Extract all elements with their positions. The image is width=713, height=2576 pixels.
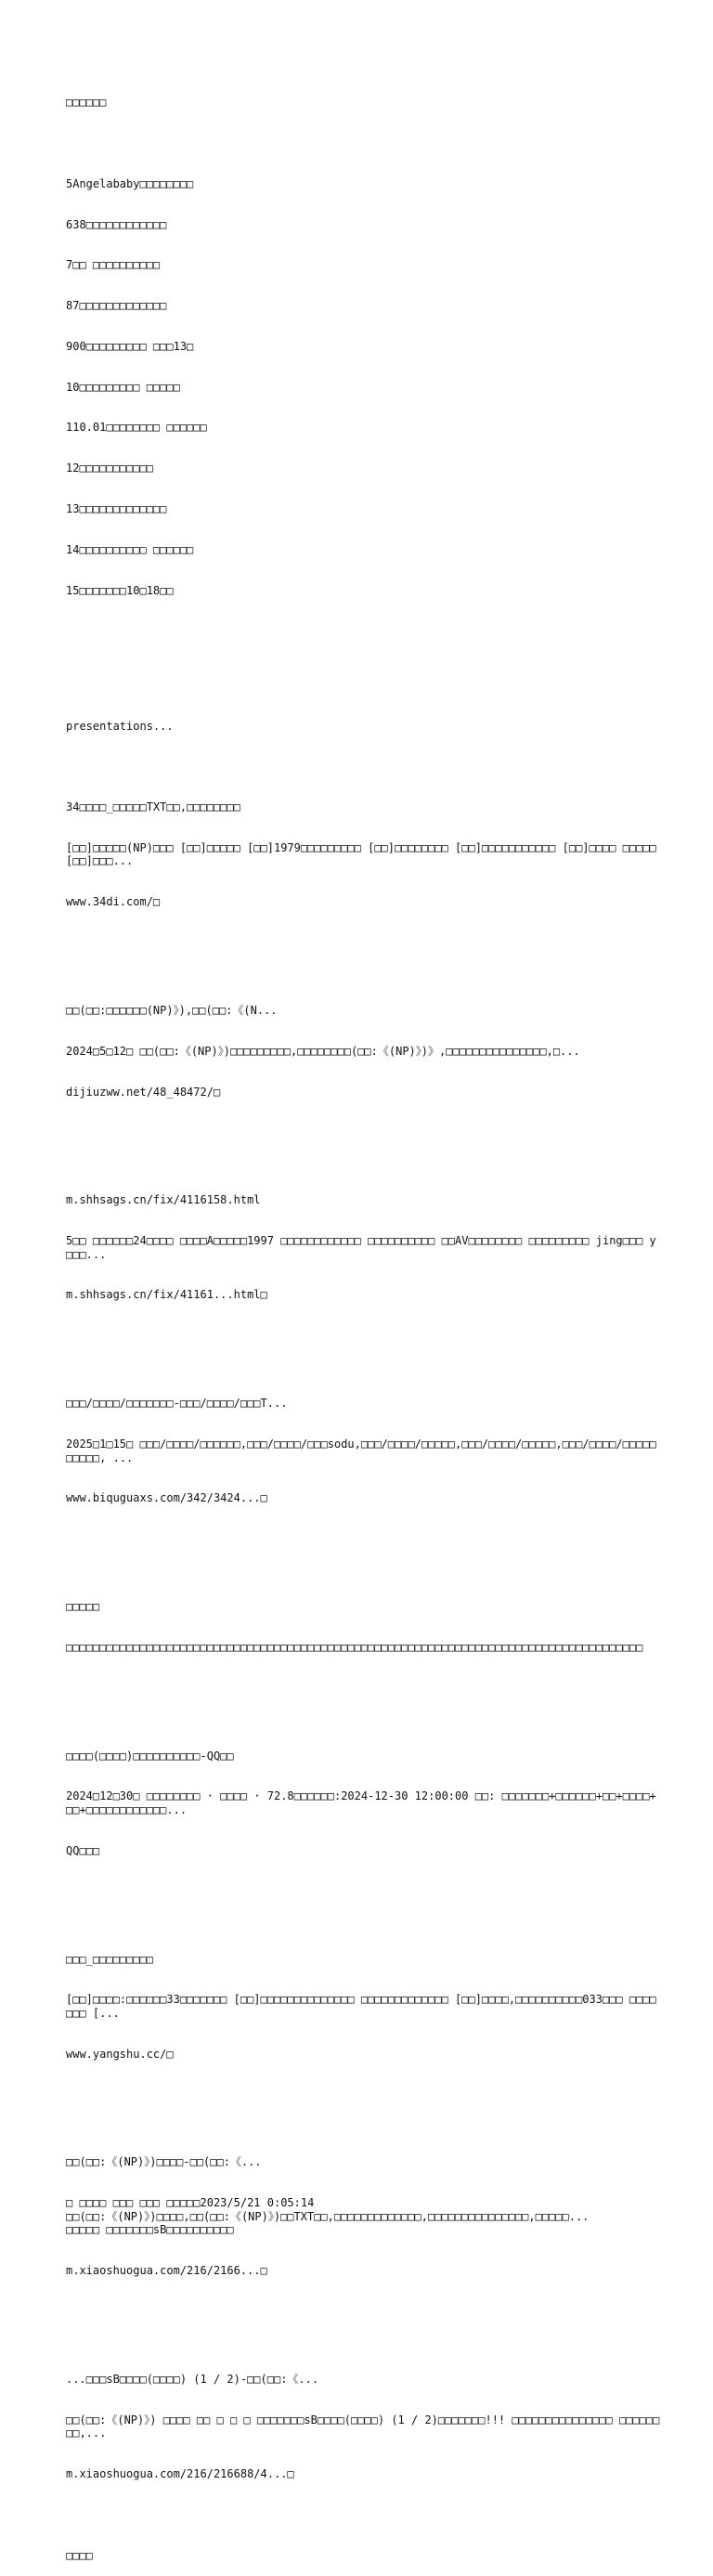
search-results-document: [66, 69, 663, 2576]
result-3: [66, 1370, 660, 1532]
list-item: 87□□□□□□□□□□□□□: [66, 299, 167, 313]
result-snippet: □□□□□□□□□□□□□□□□□□□□□□□□□□□□□□□□□□□□□□□□□□□□□□□□□□□□□□□□□□□□□□□□□□□□□□□□□□□□□□□□□□□□□□: [66, 1640, 643, 1654]
result-8: [66, 2346, 660, 2508]
result-6: [66, 1925, 660, 2088]
section-label: presentations...: [66, 719, 174, 733]
result-url-link[interactable]: m.xiaoshuogua.com/216/216688/4...□: [66, 2467, 294, 2481]
list-item: 12□□□□□□□□□□□: [66, 462, 153, 475]
list-item: 110.01□□□□□□□□ □□□□□□: [66, 421, 207, 435]
result-snippet: 2025□1□15□ □□□/□□□□/□□□□□□,□□□/□□□□/□□□sodu,□□□/□□□□/□□□□□,□□□/□□□□/□□□□□,□□□/□□□□/□□□□□□□□□□, ...: [66, 1437, 656, 1464]
result-source-label: QQ□□□: [66, 1843, 100, 1857]
result-snippet: □□(□□:《(NP)》) □□□□ □□ □ □ □ □□□□□□□sB□□□□(□□□□) (1 / 2)□□□□□□□!!! □□□□□□□□□□□□□□□ □□□□□□□□,...: [66, 2413, 660, 2440]
result-title-link[interactable]: □□(□□:《(NP)》)□□□□-□□(□□:《...: [66, 2155, 262, 2169]
result-url-link[interactable]: www.yangshu.cc/□: [66, 2047, 174, 2061]
list-item: 5Angelababy□□□□□□□□: [66, 176, 194, 190]
result-snippet: □ □□□□ □□□ □□□ □□□□□2023/5/21 0:05:14 □□(□□:《(NP)》)□□□□,□□(□□:《(NP)》)□□TXT□□,□□□□□□□□□□□□□,□□□□□□□□□□□□□□□,□□□□□... □□□□□ □□□□□□□sB□□□□□□□□□□: [66, 2196, 590, 2237]
ranked-list: [66, 150, 660, 625]
result-snippet: 2024□5□12□ □□(□□:《(NP)》)□□□□□□□□□,□□□□□□□□(□□:《(NP)》)》,□□□□□□□□□□□□□□□,□...: [66, 1044, 580, 1058]
result-title-link[interactable]: □□□□(□□□□)□□□□□□□□□□-QQ□□: [66, 1749, 234, 1763]
result-snippet: [□□]□□□□□(NP)□□□ [□□]□□□□□ [□□]1979□□□□□□□□□ [□□]□□□□□□□□ [□□]□□□□□□□□□□□ [□□]□□□□ □□□□□ [□□]□□□...: [66, 840, 663, 868]
result-title-link[interactable]: □□□□□: [66, 1600, 100, 1614]
result-1: [66, 977, 660, 1126]
result-title-link[interactable]: 34□□□□_□□□□□TXT□□,□□□□□□□□: [66, 800, 240, 814]
result-title-link[interactable]: □□□_□□□□□□□□□: [66, 1952, 153, 1966]
list-item: 10□□□□□□□□□ □□□□□: [66, 380, 180, 394]
list-item: 900□□□□□□□□□ □□□13□: [66, 339, 194, 353]
result-url-link[interactable]: m.xiaoshuogua.com/216/2166...□: [66, 2264, 267, 2278]
result-0: [66, 774, 663, 936]
footer-text: □□□□: [66, 2548, 93, 2562]
result-url-link[interactable]: m.shhsags.cn/fix/41161...html□: [66, 1288, 267, 1302]
result-title-link[interactable]: □□(□□:□□□□□□(NP)》),□□(□□:《(N...: [66, 1003, 278, 1017]
list-item: 13□□□□□□□□□□□□□: [66, 502, 167, 515]
spacer: [66, 665, 660, 679]
result-title-link[interactable]: ...□□□sB□□□□(□□□□) (1 / 2)-□□(□□:《...: [66, 2372, 319, 2386]
result-url-link[interactable]: www.34di.com/□: [66, 895, 161, 909]
result-url-link[interactable]: dijiuzww.net/48_48472/□: [66, 1085, 221, 1099]
result-url-link[interactable]: www.biquguaxs.com/342/3424...□: [66, 1491, 267, 1505]
result-snippet: 2024□12□30□ □□□□□□□□ · □□□□ · 72.8□□□□□□:2024-12-30 12:00:00 □□: □□□□□□□+□□□□□□+□□+□□□□+□□+□□□□□□□□□□□□...: [66, 1789, 656, 1816]
list-item: 7□□ □□□□□□□□□□: [66, 258, 161, 272]
list-item: 638□□□□□□□□□□□□: [66, 217, 167, 231]
result-title-link[interactable]: m.shhsags.cn/fix/4116158.html: [66, 1193, 261, 1207]
list-item: 14□□□□□□□□□□ □□□□□□: [66, 542, 194, 556]
result-snippet: [□□]□□□□:□□□□□□33□□□□□□□ [□□]□□□□□□□□□□□□□□ □□□□□□□□□□□□□ [□□]□□□□,□□□□□□□□□□033□□□ □□□□□□□ [...: [66, 1993, 656, 2020]
result-4: [66, 1573, 660, 1682]
result-7: [66, 2128, 660, 2305]
result-snippet: 5□□ □□□□□□24□□□□ □□□□A□□□□□1997 □□□□□□□□□□□□ □□□□□□□□□□ □□AV□□□□□□□□ □□□□□□□□□ jing□□□ y□□□...: [66, 1234, 656, 1261]
list-heading: □□□□□□: [66, 96, 107, 110]
list-item: 15□□□□□□□10□18□□: [66, 583, 174, 597]
result-5: [66, 1722, 660, 1884]
result-2: [66, 1166, 660, 1329]
result-title-link[interactable]: □□□/□□□□/□□□□□□□-□□□/□□□□/□□□T...: [66, 1397, 288, 1411]
